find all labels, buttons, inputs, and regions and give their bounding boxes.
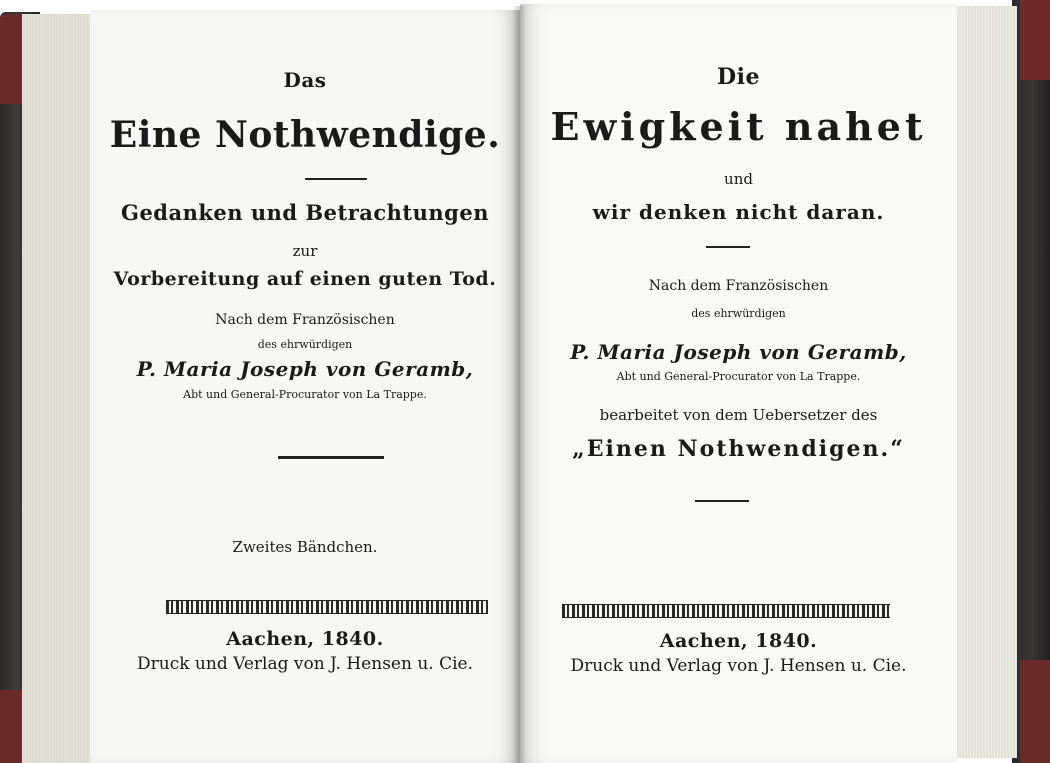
right-author-title: Abt und General-Procurator von La Trappe. — [616, 370, 861, 383]
left-place-year: Aachen, 1840. — [226, 628, 384, 650]
left-decorative-border — [166, 600, 488, 614]
left-subtitle-1: Gedanken und Betrachtungen — [121, 200, 489, 225]
book-cover-right — [1012, 0, 1050, 763]
right-page — [520, 4, 957, 763]
right-decorative-border — [562, 604, 890, 618]
left-title-main: Eine Nothwendige. — [109, 114, 501, 156]
left-honorific: des ehrwürdigen — [257, 338, 353, 351]
page-edges-right — [955, 6, 1017, 758]
right-title-small: Die — [717, 64, 760, 90]
right-title-main: Ewigkeit nahet — [550, 104, 927, 149]
left-title-small: Das — [283, 68, 327, 92]
right-subtitle: wir denken nicht daran. — [592, 200, 885, 224]
book-gutter — [512, 6, 526, 763]
right-place-year: Aachen, 1840. — [659, 630, 818, 652]
left-rule-ornament — [278, 456, 384, 459]
right-author: P. Maria Joseph von Geramb, — [570, 340, 907, 364]
left-publisher: Druck und Verlag von J. Hensen u. Cie. — [136, 654, 473, 674]
right-connector: und — [724, 170, 753, 188]
left-volume: Zweites Bändchen. — [232, 538, 378, 556]
right-publisher: Druck und Verlag von J. Hensen u. Cie. — [570, 656, 907, 676]
right-honorific: des ehrwürdigen — [691, 307, 786, 320]
cover-corner-top-right — [1020, 0, 1050, 80]
page-edges-left — [22, 14, 92, 763]
right-translation-note: Nach dem Französischen — [648, 278, 829, 294]
left-author-title: Abt und General-Procurator von La Trappe. — [183, 388, 427, 401]
left-rule-top — [305, 178, 367, 180]
right-reference: „Einen Nothwendigen.“ — [572, 436, 905, 462]
cover-corner-top-left — [0, 14, 22, 104]
left-author: P. Maria Joseph von Geramb, — [136, 357, 474, 381]
right-editor-note: bearbeitet von dem Uebersetzer des — [599, 406, 878, 424]
right-rule-top — [706, 246, 750, 248]
left-subtitle-2: zur — [292, 242, 318, 260]
left-translation-note: Nach dem Französischen — [215, 312, 395, 328]
cover-corner-bottom-left — [0, 690, 22, 763]
right-rule-bottom — [695, 500, 749, 502]
left-subtitle-3: Vorbereitung auf einen guten Tod. — [113, 268, 497, 290]
cover-corner-bottom-right — [1020, 660, 1050, 763]
left-page — [90, 10, 520, 763]
